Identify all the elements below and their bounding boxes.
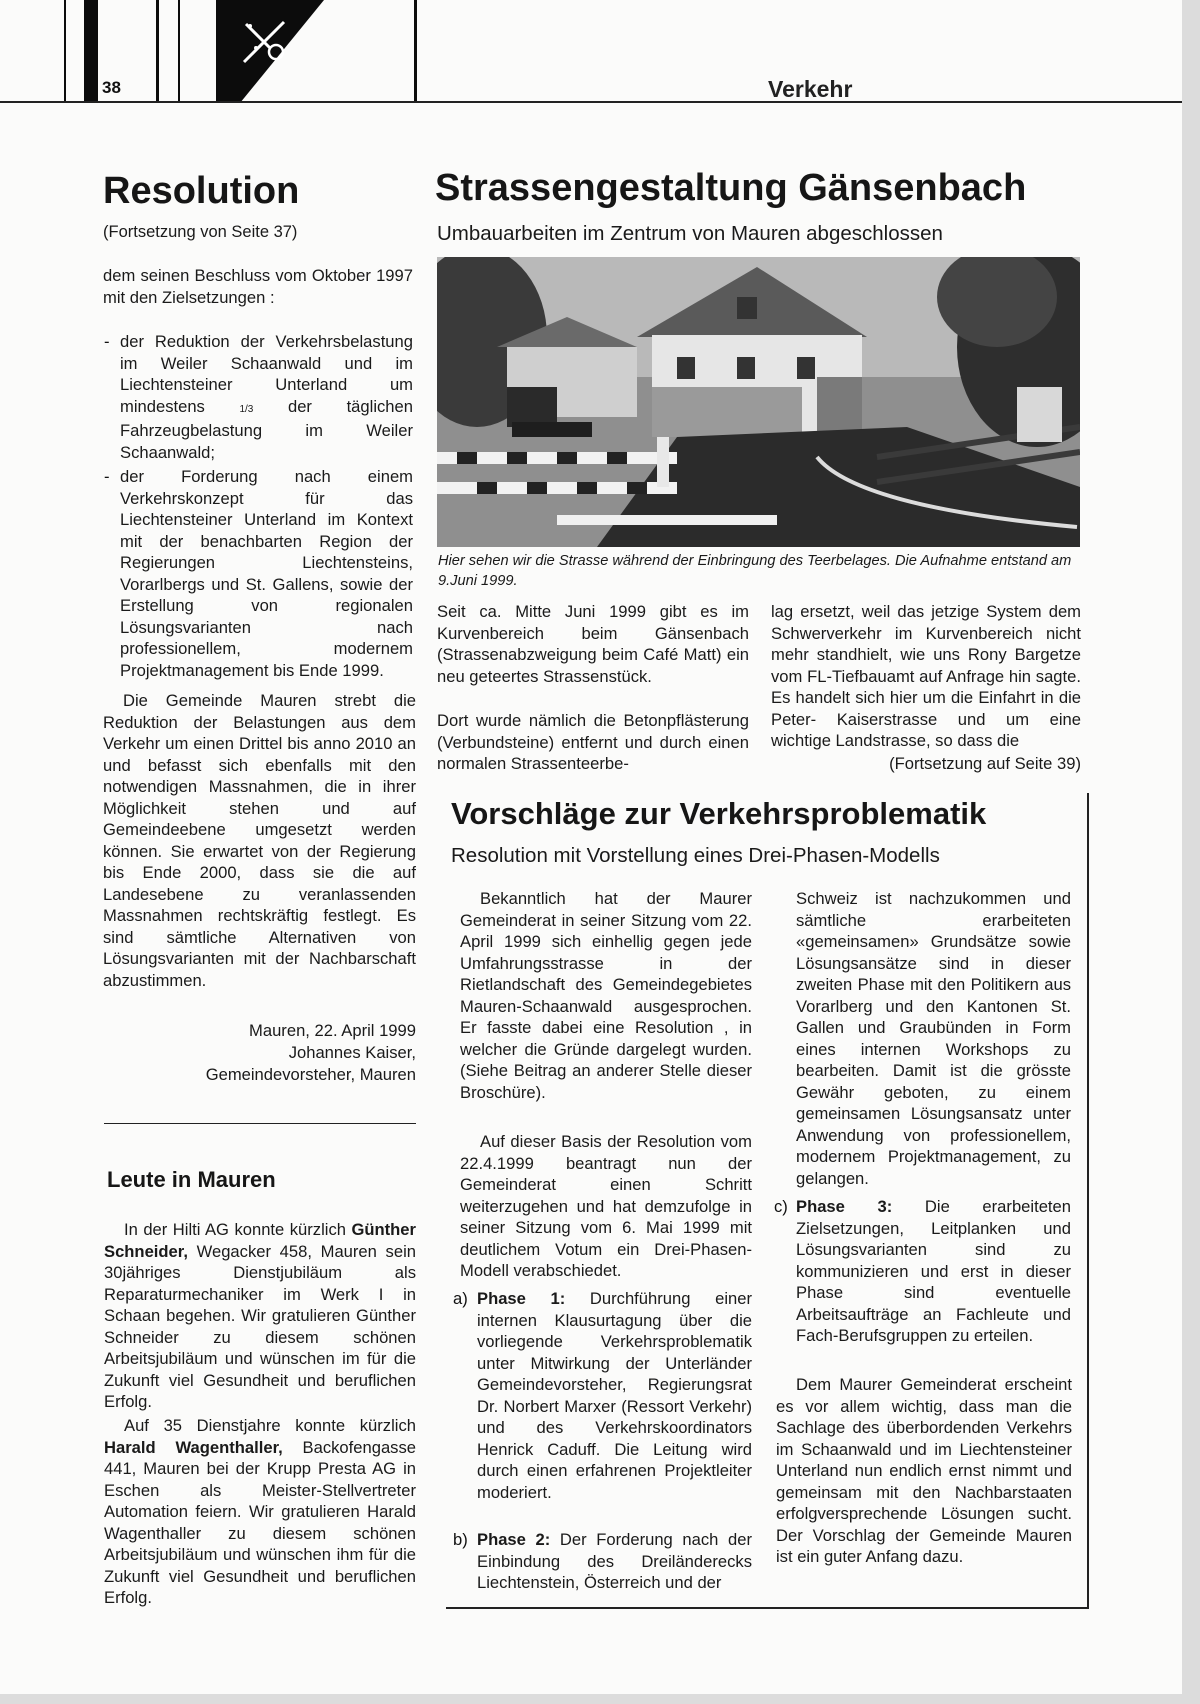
signature-name: Johannes Kaiser, xyxy=(288,1043,416,1062)
leute-p1-pre: In der Hilti AG konnte kürzlich xyxy=(124,1220,352,1239)
vorschlaege-p2: Auf dieser Basis der Resolution vom 22.4.1999 beantragt nun der Gemeinderat einen Schritt weiterzugehen und hat demzufolge in seiner Sitzung vom 6. Mai 1999 mit deutlichem Votum ein Drei-Phasen-Modell verabschiedet. xyxy=(460,1132,752,1280)
list-marker-b: b) xyxy=(453,1530,468,1549)
vorschlaege-p1: Bekanntlich hat der Maurer Gemeinderat in seiner Sitzung vom 22. April 1999 sich einhellig gegen jede Umfahrungsstrasse in der Rietlandschaft des Gemeindegebietes Mauren-Schaanwald ausgesprochen. Er fasste dabei eine Resolution , in welcher die Gründe dargelegt wurden. (Siehe Beitrag an anderer Stelle dieser Broschüre). xyxy=(460,889,752,1102)
photo-caption: Hier sehen wir die Strasse während der Einbringung des Teerbelages. Die Aufnahme entstand am 9.Juni 1999. xyxy=(438,553,1072,589)
bullet-1-text-end: der täglichen Fahrzeugbelastung im Weiler Schaanwald; xyxy=(120,396,413,462)
header-bar xyxy=(156,0,159,103)
strasse-col1-p2: Dort wurde nämlich die Betonpflästerung (Verbundsteine) entfernt und durch einen normalen Strassenteerbe- xyxy=(437,711,749,773)
resolution-body: Die Gemeinde Mauren strebt die Reduktion der Belastungen aus dem Verkehr um einen Drittel bis anno 2010 an und befasst sich ebenfalls mit den notwendigen Massnahmen, die in ihrer Möglichkeit stehen und auf Gemeindeebene umgesetzt werden können. Sie erwartet von der Regierung bis Ende 2000, dass sie die auf Landesebene zu veranlassenden Massnahmen rechtskräftig festlegt. Es sind sämtliche Alternativen von Lösungsvarianten mit der Nachbarschaft abzustimmen. xyxy=(103,691,416,990)
header-rule xyxy=(0,101,1182,103)
header-bar xyxy=(64,0,66,103)
list-marker-c: c) xyxy=(774,1197,788,1216)
phase-3-label: Phase 3: xyxy=(796,1197,893,1216)
page-number: 38 xyxy=(102,78,121,97)
leute-paragraph-1 xyxy=(104,1219,416,1413)
vorschlaege-col2-top: Schweiz ist nachzukommen und sämtliche erarbeiteten «gemeinsamen» Grundsätze sowie Lösungsansätze sind in dieser zweiten Phase mit den Politikern aus Vorarlberg und den Kantonen St. Gallen und Graubünden in Form eines internen Workshops zu bearbeiten. Damit ist die grösste Gewähr geboten, zu einem gemeinsamen Lösungsansatz unter Anwendung von professionellem, modernem Projektmanagement, zu gelangen. xyxy=(796,889,1071,1188)
box-bottom-border xyxy=(446,1607,1089,1609)
leute-p1-post: Wegacker 458, Mauren sein 30jähriges Dienstjubiläum als Reparaturmechaniker im Werk I in Schaan begehen. Wir gratulieren Günther Schneider zu diesem schönen Arbeitsjubiläum und wünschen im für die Zukunft viel Gesundheit und beruflichen Erfolg. xyxy=(104,1241,416,1411)
resolution-subtitle: (Fortsetzung von Seite 37) xyxy=(103,223,298,241)
strasse-subtitle: Umbauarbeiten im Zentrum von Mauren abgeschlossen xyxy=(437,222,943,245)
list-marker-a: a) xyxy=(453,1289,468,1308)
phase-1-text: Durchführung einer internen Klausurtagung über die vorliegende Verkehrsproblematik unter Mitwirkung der Unterländer Gemeindevorsteher, Regierungsrat Dr. Norbert Marxer (Ressort Verkehr) und des Verkehrskoordinators Henrick Caduff. Die Leitung wird durch einen erfahrenen Projektleiter moderiert. xyxy=(477,1289,752,1502)
phase-3-text: Die erarbeiteten Zielsetzungen, Leitplanken und Lösungsvarianten sind zu kommunizieren und erst in dieser Phase sind eventuelle Arbeitsaufträge an Fachleute und Fach-Berufsgruppen zu erteilen. xyxy=(796,1197,1071,1345)
section-title: Verkehr xyxy=(768,76,853,102)
leute-paragraph-2 xyxy=(104,1415,416,1609)
street-construction-photo xyxy=(437,257,1080,547)
crossed-tools-emblem-icon xyxy=(240,18,292,66)
leute-p2-name: Harald Wagenthaller, xyxy=(104,1437,283,1457)
bullet-mark: - xyxy=(104,467,110,486)
signature-place-date: Mauren, 22. April 1999 xyxy=(249,1021,416,1040)
column-divider xyxy=(104,1123,416,1124)
resolution-bullet-1 xyxy=(120,331,413,463)
resolution-bullet-2: der Forderung nach einem Verkehrskonzept für das Liechtensteiner Unterland im Kontext mit der benachbarten Region der Regierungen Liechtensteins, Vorarlbergs und St. Gallens, sowie der Erstellung von regionalen Lösungsvarianten nach professionellem, modernem Projektmanagement bis Ende 1999. xyxy=(120,467,413,680)
phase-2-item xyxy=(477,1529,752,1594)
bullet-1-fraction: 1/3 xyxy=(239,403,254,415)
header-bar xyxy=(414,0,417,103)
phase-1-item xyxy=(477,1288,752,1503)
phase-1-label: Phase 1: xyxy=(477,1289,566,1308)
strasse-col1-p1: Seit ca. Mitte Juni 1999 gibt es im Kurvenbereich beim Gänsenbach (Strassenabzweigung beim Café Matt) ein neu geteertes Strassenstück. xyxy=(437,602,749,686)
leute-title: Leute in Mauren xyxy=(107,1167,276,1192)
resolution-intro: dem seinen Beschluss vom Oktober 1997 mit den Zielsetzungen : xyxy=(103,266,413,307)
phase-3-item xyxy=(796,1196,1071,1347)
phase-2-text: Der Forderung nach der Einbindung des Dreiländerecks Liechtenstein, Österreich und der xyxy=(477,1530,752,1592)
bullet-1-text: der Reduktion der Verkehrsbelastung im Weiler Schaanwald und im Liechtensteiner Unterland um mindestens xyxy=(120,332,413,416)
header-bars xyxy=(0,0,420,103)
strasse-col2-p1: lag ersetzt, weil das jetzige System dem Schwerverkehr im Kurvenbereich nicht mehr standhielt, wie uns Rony Bargetze vom FL-Tiefbauamt auf Anfrage hin sagte. Es handelt sich hier um die Einfahrt in die Peter- Kaiserstrasse und um eine wichtige Landstrasse, so dass die xyxy=(771,602,1081,750)
box-right-border xyxy=(1087,793,1089,1607)
continuation-note: (Fortsetzung auf Seite 39) xyxy=(889,754,1081,773)
leute-p1-name: Günther Schneider, xyxy=(104,1220,416,1261)
leute-p2-post: Backofengasse 441, Mauren bei der Krupp Presta AG in Eschen als Meister-Stellvertreter Automation feiern. Wir gratulieren Harald Wagenthaller zu diesem schönen Arbeitsjubiläum und wünschen ihm für die Zukunft viel Gesundheit und beruflichen Erfolg. xyxy=(104,1437,416,1607)
phase-2-label: Phase 2: xyxy=(477,1530,551,1549)
bullet-mark: - xyxy=(104,332,110,351)
signature-role: Gemeindevorsteher, Mauren xyxy=(205,1065,416,1084)
header-bar xyxy=(216,0,240,103)
header-bar xyxy=(178,0,180,103)
vorschlaege-title: Vorschläge zur Verkehrsproblematik xyxy=(451,796,987,831)
vorschlaege-subtitle: Resolution mit Vorstellung eines Drei-Phasen-Modells xyxy=(451,844,940,867)
vorschlaege-conclusion: Dem Maurer Gemeinderat erscheint es vor allem wichtig, dass man die Sachlage des überbordenden Verkehrs im Schaanwald und im Liechtensteiner Unterland nun endlich ernst nimmt und gemeinsam mit den Nachbarstaaten erfolgversprechende Lösungen sucht. Der Vorschlag der Gemeinde Mauren ist ein guter Anfang dazu. xyxy=(776,1375,1072,1566)
resolution-title: Resolution xyxy=(103,170,300,212)
header-bar xyxy=(84,0,98,103)
strasse-title: Strassengestaltung Gänsenbach xyxy=(435,167,1027,209)
leute-p2-pre: Auf 35 Dienstjahre konnte kürzlich xyxy=(124,1416,416,1435)
